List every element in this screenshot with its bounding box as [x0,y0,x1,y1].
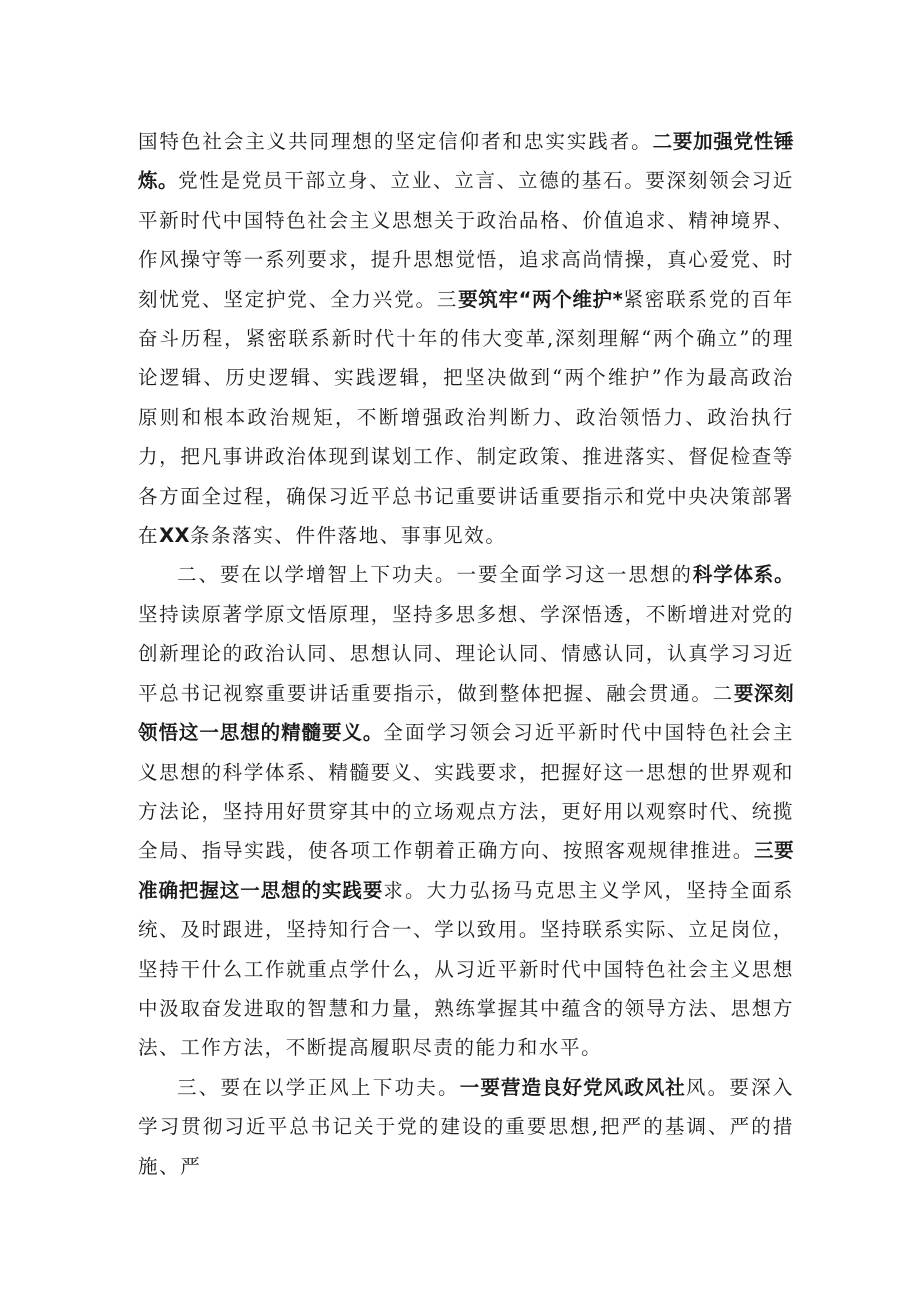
text-run: 二、要在以学增智上下功夫。一要全面学习这一思想的 [177,563,693,587]
document-body [0,122,920,1186]
text-run: 风。要深入学习贯彻习近平总书记关于党的建设的重要思想,把严的基调、严的措施、严 [138,1075,794,1178]
bold-heading: 二要加强党性锤炼。 [138,130,794,193]
bold-heading: 三要准确把握这一思想的实践要 [138,839,794,902]
bold-heading: 一要营造良好党风政风社 [459,1075,686,1099]
bold-heading: 要深刻领悟这一思想的精髓要义。 [138,681,794,745]
bold-placeholder: XX [159,524,190,548]
text-run: 三、要在以学正风上下功夫。 [177,1075,460,1099]
text-run: 求。大力弘扬马克思主义学风，坚持全面系统、及时跟进，坚持知行合一、学以致用。坚持联系实际、立足岗位，坚持干什么工作就重点学什么，从习近平新时代中国特色社会主义思想中汲取奋发进取的智慧和力量，熟练掌握其中蕴含的领导方法、思想方法、工作方法，不断提高履职尽责的能力和水平。 [138,878,794,1060]
text-run: 党性是党员干部立身、立业、立言、立德的基石。要深刻领会习近平新时代中国特色社会主义思想关于政治品格、价值追求、精神境界、作风操守等一系列要求，提升思想觉悟，追求高尚情操，真心爱党、时刻忧党、坚定护党、全力兴党。三 [138,169,794,311]
paragraph-1 [138,122,794,555]
text-run: 国特色社会主义共同理想的坚定信仰者和忠实实践者。 [138,130,653,153]
paragraph-3 [138,1068,794,1186]
bold-heading: 科学体系。 [692,563,794,587]
bold-heading: 要筑牢“两个维护* [458,287,624,311]
text-run: 紧密联系党的百年奋斗历程，紧密联系新时代十年的伟大变革,深刻理解“两个确立”的理论逻辑、历史逻辑、实践逻辑，把坚决做到“两个维护”作为最高政治原则和根本政治规矩，不断增强政治判断力、政治领悟力、政治执行力，把凡事讲政治体现到谋划工作、制定政策、推进落实、督促检查等各方面全过程，确保习近平总书记重要讲话重要指示和党中央决策部署在 [138,287,794,548]
text-run: 全面学习领会习近平新时代中国特色社会主义思想的科学体系、精髓要义、实践要求，把握好这一思想的世界观和方法论，坚持用好贯穿其中的立场观点方法，更好用以观察时代、统揽全局、指导实践，使各项工作朝着正确方向、按照客观规律推进。 [138,721,794,863]
text-run: 条条落实、件件落地、事事见效。 [189,524,507,548]
paragraph-2 [138,555,794,1067]
text-run: 坚持读原著学原文悟原理，坚持多思多想、学深悟透，不断增进对党的创新理论的政治认同、思想认同、理论认同、情感认同，认真学习习近平总书记视察重要讲话重要指示，做到整体把握、融会贯通。二 [138,602,794,705]
